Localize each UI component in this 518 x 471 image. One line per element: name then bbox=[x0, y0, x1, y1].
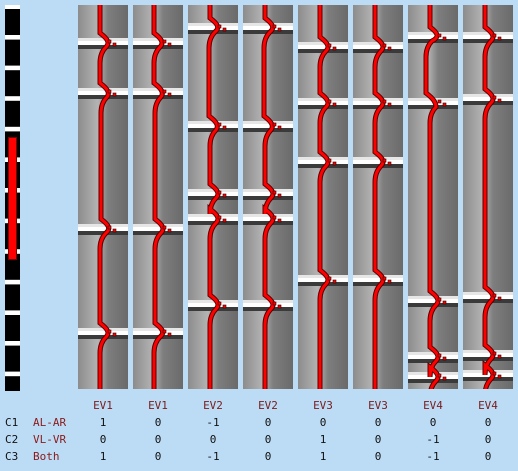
contrast-weight[interactable]: 1 bbox=[319, 450, 327, 463]
echo-image bbox=[188, 5, 238, 389]
echo-image bbox=[463, 5, 513, 389]
column-header[interactable]: EV1 bbox=[148, 399, 168, 412]
echo-image bbox=[78, 5, 128, 389]
echo-image bbox=[353, 5, 403, 389]
time-selection-bar[interactable] bbox=[8, 137, 17, 260]
contrast-row-label[interactable]: AL-AR bbox=[33, 416, 67, 429]
contrast-row-label[interactable]: VL-VR bbox=[33, 433, 67, 446]
contrast-weight[interactable]: 0 bbox=[154, 416, 162, 429]
column-header[interactable]: EV3 bbox=[368, 399, 388, 412]
echo-image bbox=[298, 5, 348, 389]
contrast-weight[interactable]: 0 bbox=[484, 450, 492, 463]
echo-panel-5[interactable] bbox=[298, 5, 348, 389]
contrast-weight[interactable]: -1 bbox=[206, 450, 220, 463]
contrast-row-id: C3 bbox=[5, 450, 19, 463]
contrast-weight[interactable]: 0 bbox=[264, 450, 272, 463]
contrast-weight[interactable]: 0 bbox=[484, 416, 492, 429]
contrast-weight[interactable]: 1 bbox=[319, 433, 327, 446]
contrast-weight[interactable]: 0 bbox=[99, 433, 107, 446]
echo-panel-8[interactable] bbox=[463, 5, 513, 389]
contrast-weight[interactable]: 0 bbox=[429, 416, 437, 429]
contrast-weight[interactable]: -1 bbox=[426, 433, 440, 446]
echo-panel-1[interactable] bbox=[78, 5, 128, 389]
contrast-row-label[interactable]: Both bbox=[33, 450, 60, 463]
echo-panel-3[interactable] bbox=[188, 5, 238, 389]
contrast-weight[interactable]: 0 bbox=[264, 433, 272, 446]
contrast-weight[interactable]: 0 bbox=[264, 416, 272, 429]
contrast-weight[interactable]: 0 bbox=[154, 450, 162, 463]
contrast-row-id: C2 bbox=[5, 433, 19, 446]
contrast-weight[interactable]: 0 bbox=[154, 433, 162, 446]
contrast-weight[interactable]: 0 bbox=[209, 433, 217, 446]
echo-panel-7[interactable] bbox=[408, 5, 458, 389]
column-header[interactable]: EV2 bbox=[203, 399, 223, 412]
echo-image bbox=[408, 5, 458, 389]
column-header[interactable]: EV4 bbox=[478, 399, 498, 412]
column-header[interactable]: EV3 bbox=[313, 399, 333, 412]
contrast-weight[interactable]: 0 bbox=[374, 416, 382, 429]
echo-panel-4[interactable] bbox=[243, 5, 293, 389]
contrast-weight[interactable]: 0 bbox=[374, 450, 382, 463]
column-header[interactable]: EV1 bbox=[93, 399, 113, 412]
column-header[interactable]: EV4 bbox=[423, 399, 443, 412]
contrast-weight[interactable]: 1 bbox=[99, 416, 107, 429]
contrast-weight[interactable]: 0 bbox=[319, 416, 327, 429]
contrast-weight[interactable]: -1 bbox=[426, 450, 440, 463]
contrast-row-id: C1 bbox=[5, 416, 19, 429]
contrast-weight[interactable]: 1 bbox=[99, 450, 107, 463]
column-header[interactable]: EV2 bbox=[258, 399, 278, 412]
echo-image bbox=[133, 5, 183, 389]
contrast-weight[interactable]: 0 bbox=[374, 433, 382, 446]
contrast-weight[interactable]: 0 bbox=[484, 433, 492, 446]
contrast-weight[interactable]: -1 bbox=[206, 416, 220, 429]
echo-panel-2[interactable] bbox=[133, 5, 183, 389]
echo-panel-6[interactable] bbox=[353, 5, 403, 389]
echo-image bbox=[243, 5, 293, 389]
